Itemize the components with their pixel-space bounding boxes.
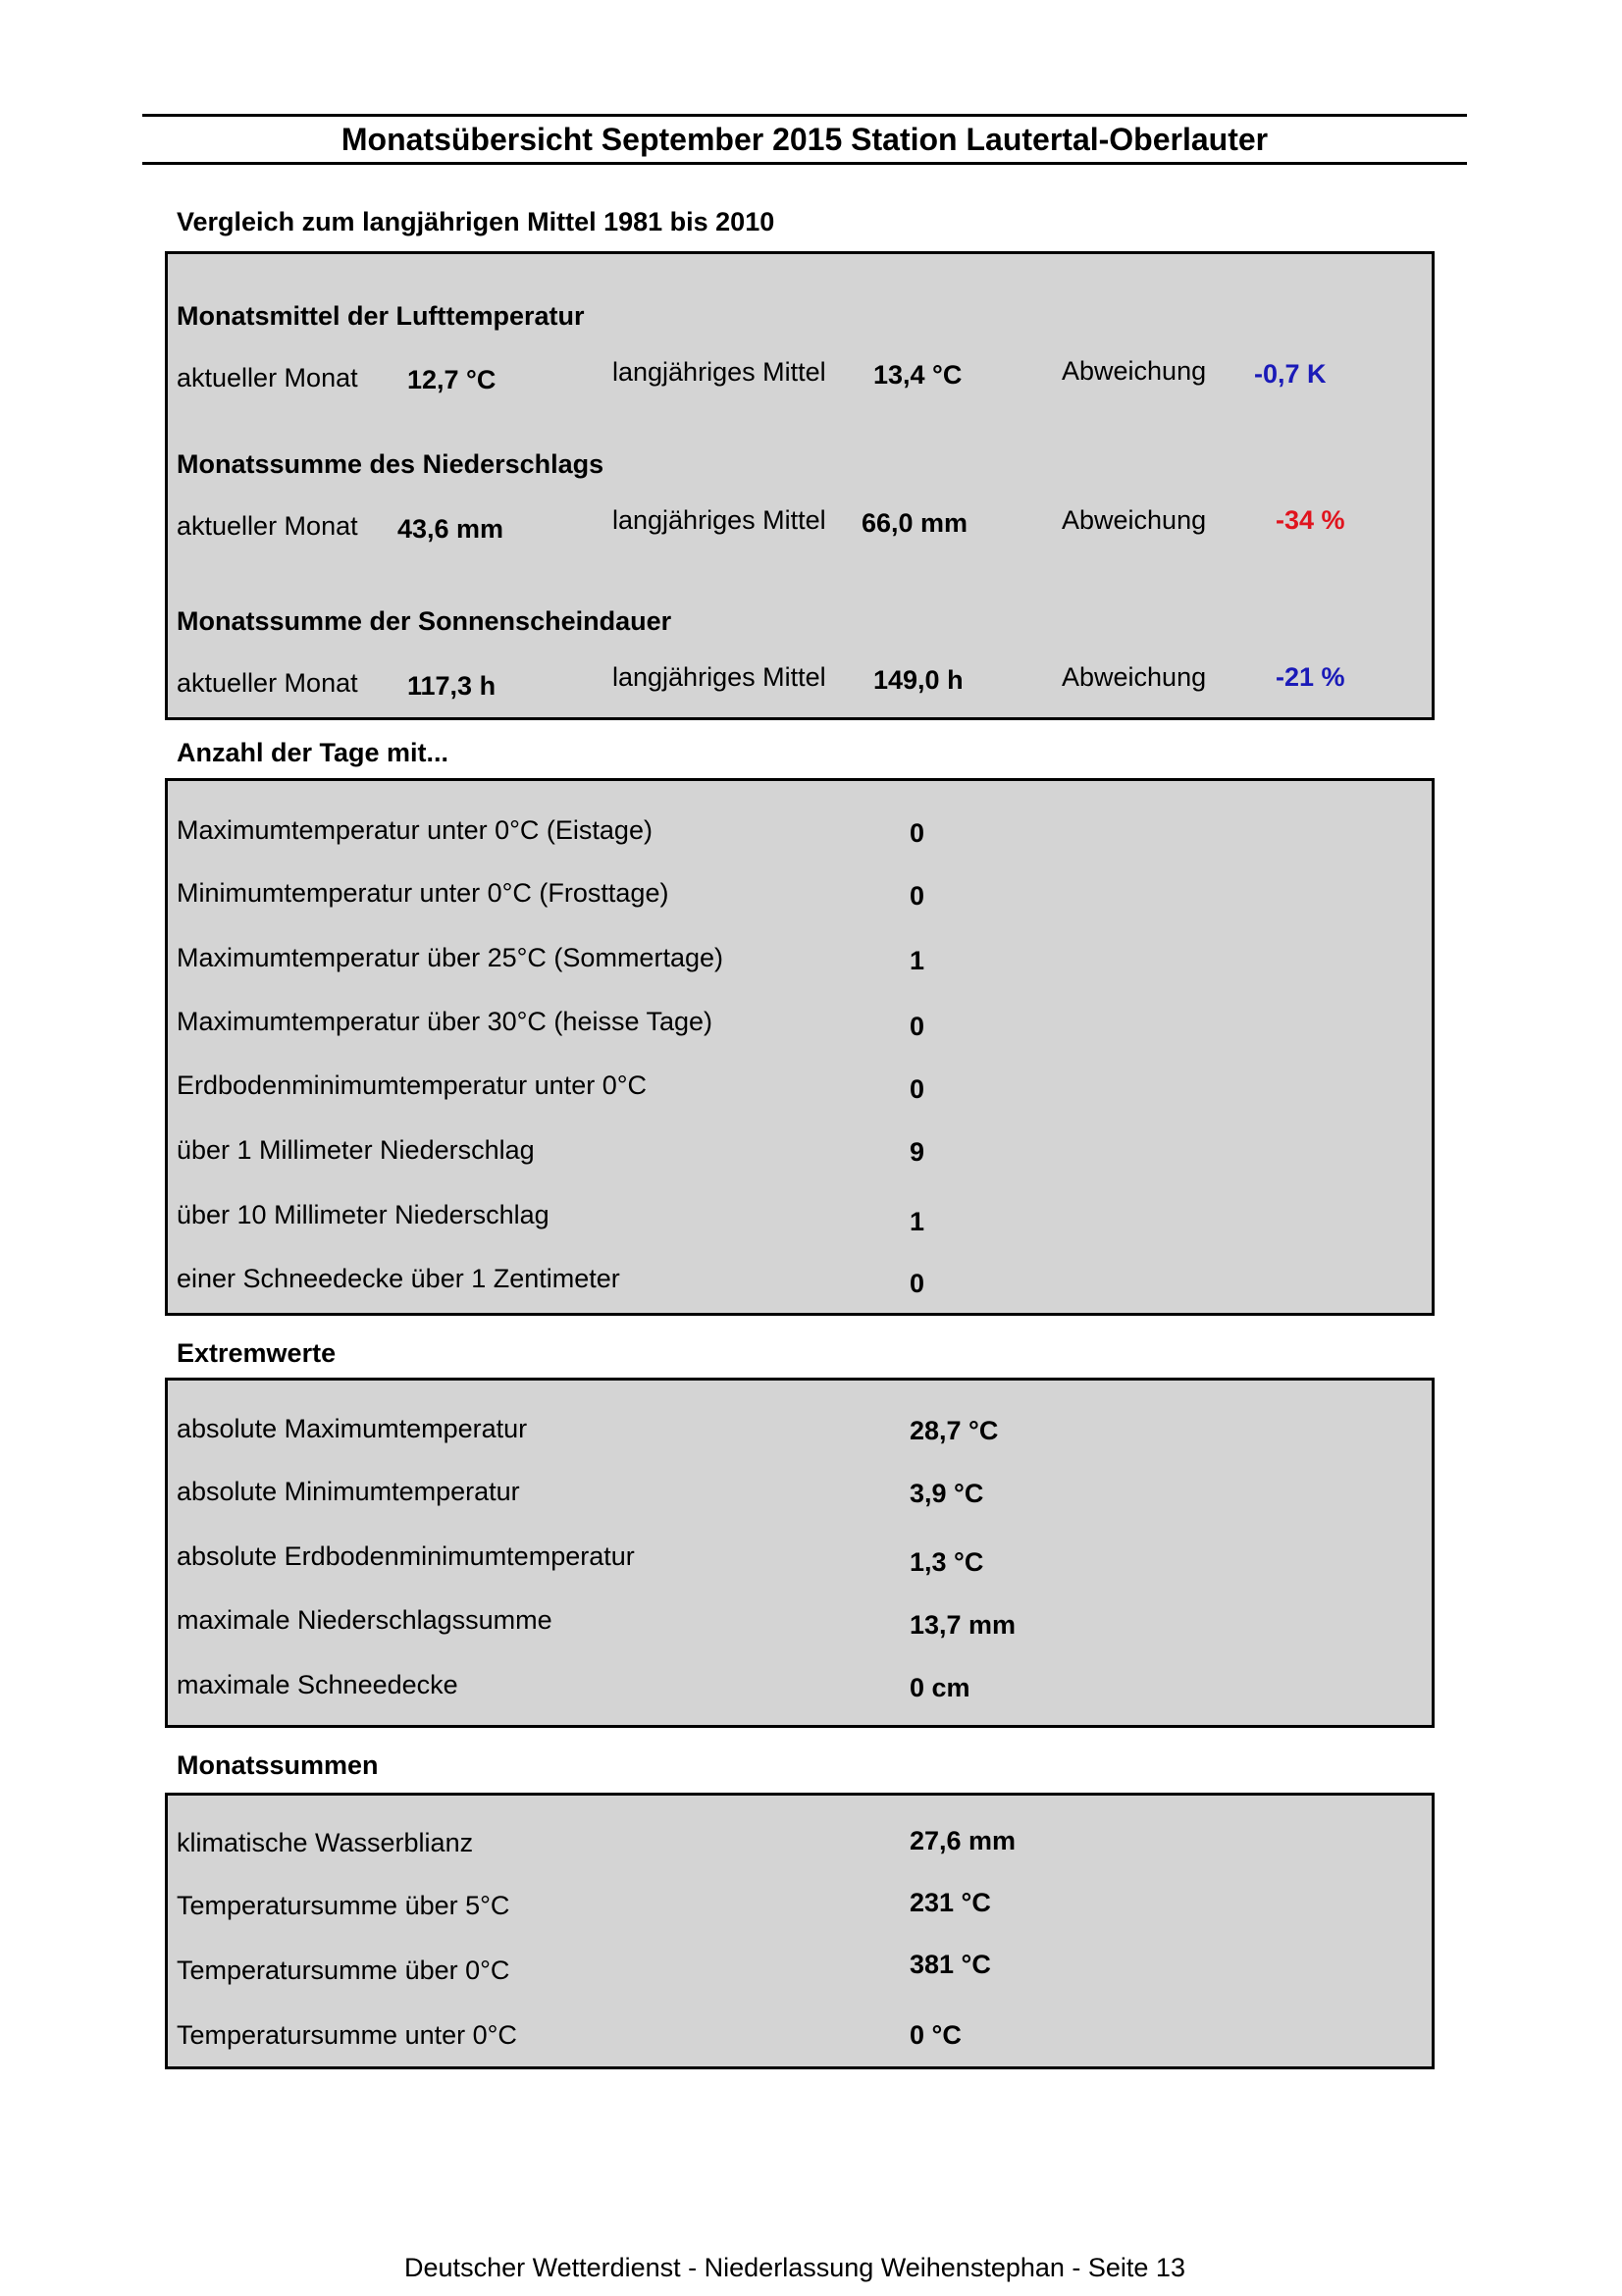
sums-row-label: Temperatursumme über 0°C [177, 1956, 510, 1985]
precipitation-current-value: 43,6 mm [397, 514, 504, 544]
sums-row-value: 0 °C [910, 2020, 962, 2050]
days-row-label: über 10 Millimeter Niederschlag [177, 1200, 549, 1229]
days-row-value: 0 [910, 1012, 925, 1041]
days-row-value: 0 [910, 1074, 925, 1104]
sunshine-mean-label: langjähriges Mittel [612, 662, 826, 692]
days-row-label: über 1 Millimeter Niederschlag [177, 1135, 535, 1165]
extremes-row-value: 0 cm [910, 1673, 970, 1702]
sunshine-deviation-label: Abweichung [1062, 662, 1207, 692]
extremes-row-label: absolute Maximumtemperatur [177, 1414, 528, 1443]
extremes-row-label: maximale Schneedecke [177, 1670, 458, 1699]
temperature-deviation-value: -0,7 K [1254, 359, 1327, 389]
days-row-label: Maximumtemperatur über 30°C (heisse Tage) [177, 1007, 713, 1036]
sums-heading: Monatssummen [177, 1750, 379, 1780]
days-row-value: 1 [910, 946, 925, 975]
sunshine-mean-value: 149,0 h [873, 665, 964, 695]
sums-row-value: 27,6 mm [910, 1826, 1017, 1855]
precipitation-deviation-label: Abweichung [1062, 505, 1207, 535]
extremes-row-value: 13,7 mm [910, 1610, 1017, 1640]
days-heading: Anzahl der Tage mit... [177, 738, 449, 767]
temperature-mean-value: 13,4 °C [873, 360, 963, 390]
precipitation-current-label: aktueller Monat [177, 511, 358, 541]
days-row-value: 0 [910, 881, 925, 911]
temperature-current-label: aktueller Monat [177, 363, 358, 392]
sums-row-label: Temperatursumme über 5°C [177, 1891, 510, 1920]
days-row-value: 0 [910, 818, 925, 848]
temperature-current-value: 12,7 °C [407, 365, 497, 394]
sums-row-value: 381 °C [910, 1950, 991, 1979]
sunshine-deviation-value: -21 % [1276, 662, 1345, 692]
days-row-label: Maximumtemperatur über 25°C (Sommertage) [177, 943, 723, 972]
extremes-row-value: 28,7 °C [910, 1416, 999, 1445]
days-row-value: 9 [910, 1137, 925, 1167]
precipitation-deviation-value: -34 % [1276, 505, 1345, 535]
extremes-row-value: 1,3 °C [910, 1547, 984, 1577]
days-box [165, 778, 1435, 1316]
sunshine-subheading: Monatssumme der Sonnenscheindauer [177, 606, 672, 636]
precipitation-subheading: Monatssumme des Niederschlags [177, 449, 604, 479]
extremes-row-label: maximale Niederschlagssumme [177, 1605, 552, 1635]
days-row-label: Maximumtemperatur unter 0°C (Eistage) [177, 815, 653, 845]
page-title: Monatsübersicht September 2015 Station Lautertal-Oberlauter [340, 122, 1269, 157]
extremes-heading: Extremwerte [177, 1338, 337, 1368]
days-row-label: Erdbodenminimumtemperatur unter 0°C [177, 1070, 648, 1100]
comparison-heading: Vergleich zum langjährigen Mittel 1981 bis 2010 [177, 207, 775, 236]
temperature-deviation-label: Abweichung [1062, 356, 1207, 386]
precipitation-mean-value: 66,0 mm [862, 508, 968, 538]
title-rule-top [142, 114, 1467, 117]
days-row-value: 0 [910, 1269, 925, 1298]
days-row-label: Minimumtemperatur unter 0°C (Frosttage) [177, 878, 669, 908]
sums-row-label: Temperatursumme unter 0°C [177, 2020, 517, 2050]
temperature-subheading: Monatsmittel der Lufttemperatur [177, 301, 585, 331]
days-row-label: einer Schneedecke über 1 Zentimeter [177, 1264, 620, 1293]
sums-row-label: klimatische Wasserblianz [177, 1828, 474, 1857]
sums-row-value: 231 °C [910, 1888, 991, 1917]
temperature-mean-label: langjähriges Mittel [612, 357, 826, 387]
title-rule-bottom [142, 162, 1467, 165]
extremes-row-value: 3,9 °C [910, 1479, 984, 1508]
extremes-row-label: absolute Erdbodenminimumtemperatur [177, 1541, 635, 1571]
days-row-value: 1 [910, 1207, 925, 1236]
extremes-row-label: absolute Minimumtemperatur [177, 1477, 520, 1506]
sunshine-current-value: 117,3 h [407, 671, 497, 701]
precipitation-mean-label: langjähriges Mittel [612, 505, 826, 535]
page-footer: Deutscher Wetterdienst - Niederlassung Weihenstephan - Seite 13 [404, 2253, 1185, 2282]
sunshine-current-label: aktueller Monat [177, 668, 358, 698]
